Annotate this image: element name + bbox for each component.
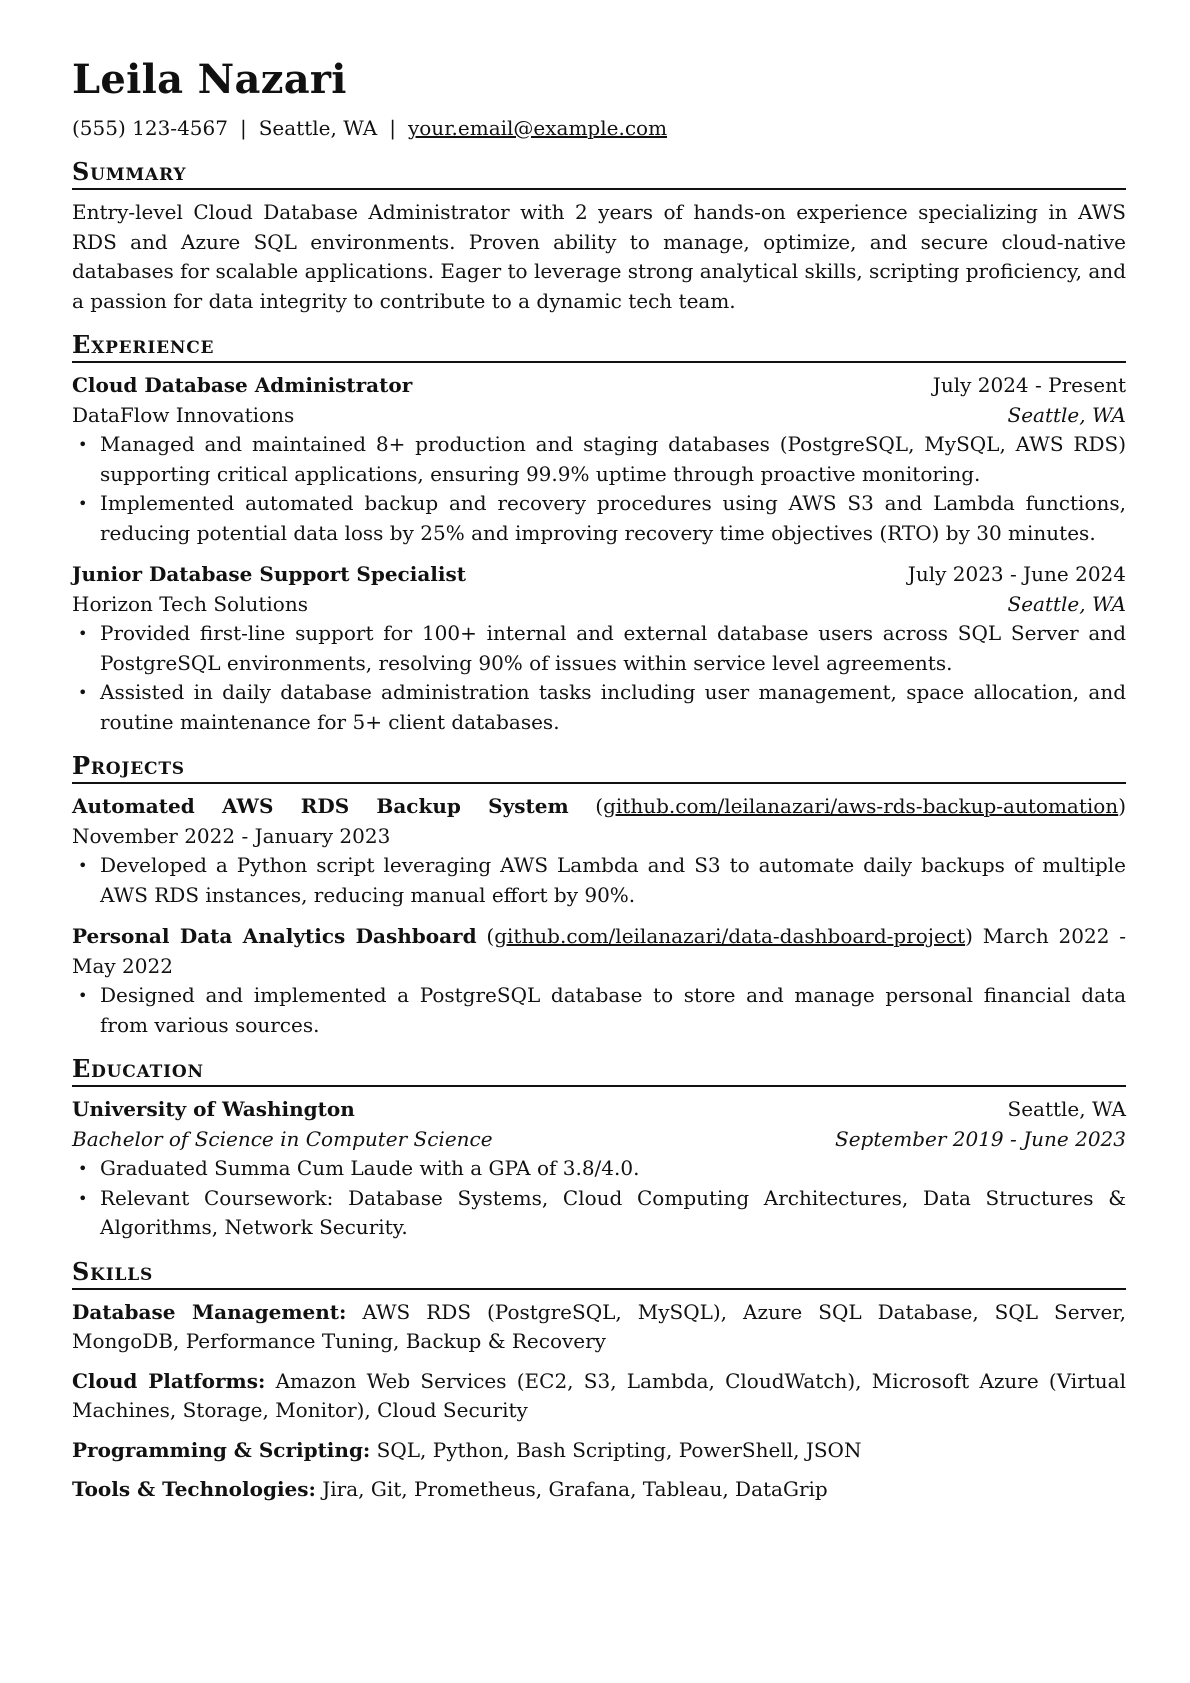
- skill-value: Jira, Git, Prometheus, Grafana, Tableau, DataGrip: [322, 1477, 828, 1501]
- project-dates: November 2022 - January 2023: [72, 823, 391, 848]
- job-dates: July 2024 - Present: [932, 373, 1126, 397]
- skill-label: Database Management:: [72, 1299, 347, 1324]
- school-location: Seattle, WA: [1007, 1097, 1126, 1121]
- projects-section: [72, 751, 1126, 1040]
- section-title-experience: Experience: [72, 330, 1126, 363]
- job-header: [72, 560, 1126, 590]
- job-dates: July 2023 - June 2024: [907, 562, 1126, 586]
- project-name: Automated AWS RDS Backup System: [72, 794, 569, 818]
- skill-value: SQL, Python, Bash Scripting, PowerShell, JSON: [376, 1437, 862, 1462]
- skill-row: [72, 1475, 1126, 1505]
- school-name: University of Washington: [72, 1097, 355, 1121]
- project-name: Personal Data Analytics Dashboard: [72, 924, 477, 948]
- skill-label: Tools & Technologies:: [72, 1477, 316, 1501]
- list-item: • Provided first-line support for 100+ internal and external database users across SQL Server and PostgreSQL environments, resolving 90% of issues within service level agreements.: [100, 619, 1126, 678]
- skill-row: [72, 1298, 1126, 1357]
- project-entry: [72, 922, 1126, 1040]
- job-location: Seattle, WA: [1007, 591, 1126, 616]
- list-item: • Implemented automated backup and recovery procedures using AWS S3 and Lambda functions, reducing potential data loss by 25% and improving recovery time objectives (RTO) by 30 minutes.: [100, 489, 1126, 548]
- list-item: • Assisted in daily database administration tasks including user management, space allocation, and routine maintenance for 5+ client databases.: [100, 678, 1126, 737]
- experience-section: [72, 330, 1126, 737]
- degree-name: Bachelor of Science in Computer Science: [72, 1126, 493, 1151]
- contact-location: Seattle, WA: [258, 116, 378, 140]
- job-company: Horizon Tech Solutions: [72, 591, 308, 616]
- phone-number: (555) 123-4567: [72, 116, 228, 140]
- project-bullets: [72, 981, 1126, 1040]
- job-entry: [72, 371, 1126, 548]
- contact-separator: |: [389, 116, 396, 140]
- list-item: • Relevant Coursework: Database Systems, Cloud Computing Architectures, Data Structures & Algorithms, Network Security.: [100, 1184, 1126, 1243]
- section-title-skills: Skills: [72, 1257, 1126, 1290]
- summary-text: Entry-level Cloud Database Administrator with 2 years of hands-on experience specializing in AWS RDS and Azure SQL environments. Proven ability to manage, optimize, and secure cloud-native databases for scalable applications. Eager to leverage strong analytical skills, scripting proficiency, and a passion for data integrity to contribute to a dynamic tech team.: [72, 200, 1126, 313]
- job-subheader: [72, 401, 1126, 431]
- skill-row: [72, 1436, 1126, 1466]
- project-header: Personal Data Analytics Dashboard (github.com/leilanazari/data-dashboard-project) March 2022 - May 2022: [72, 924, 1126, 978]
- contact-line: [72, 114, 1126, 143]
- list-item: • Managed and maintained 8+ production and staging databases (PostgreSQL, MySQL, AWS RDS) supporting critical applications, ensuring 99.9% uptime through proactive monitoring.: [100, 430, 1126, 489]
- education-subheader: [72, 1125, 1126, 1155]
- job-role: Cloud Database Administrator: [72, 373, 413, 397]
- skill-label: Cloud Platforms:: [72, 1368, 266, 1393]
- email-link[interactable]: your.email@example.com: [407, 116, 668, 140]
- section-title-projects: Projects: [72, 751, 1126, 784]
- list-item: • Designed and implemented a PostgreSQL database to store and manage personal financial data from various sources.: [100, 981, 1126, 1040]
- skill-label: Programming & Scripting:: [72, 1437, 371, 1462]
- education-section: [72, 1054, 1126, 1243]
- job-entry: [72, 560, 1126, 737]
- resume-page: [72, 56, 1126, 1519]
- project-header: Automated AWS RDS Backup System (github.com/leilanazari/aws-rds-backup-automation) November 2022 - January 2023: [72, 794, 1126, 848]
- job-role: Junior Database Support Specialist: [72, 562, 466, 586]
- skills-section: [72, 1257, 1126, 1505]
- job-subheader: [72, 590, 1126, 620]
- summary-section: [72, 157, 1126, 316]
- project-bullets: [72, 851, 1126, 910]
- job-header: [72, 371, 1126, 401]
- section-title-summary: Summary: [72, 157, 1126, 190]
- skill-row: [72, 1367, 1126, 1426]
- list-item: • Graduated Summa Cum Laude with a GPA of 3.8/4.0.: [100, 1154, 1126, 1184]
- project-link[interactable]: github.com/leilanazari/aws-rds-backup-automation: [603, 794, 1119, 818]
- job-bullets: [72, 619, 1126, 737]
- project-dates: March 2022 - May 2022: [72, 924, 1126, 978]
- job-company: DataFlow Innovations: [72, 402, 295, 427]
- project-link[interactable]: github.com/leilanazari/data-dashboard-project: [494, 924, 966, 948]
- job-location: Seattle, WA: [1007, 402, 1126, 427]
- candidate-name: Leila Nazari: [72, 56, 347, 103]
- skill-value: AWS RDS (PostgreSQL, MySQL), Azure SQL Database, SQL Server, MongoDB, Performance Tuning, Backup & Recovery: [72, 1299, 1126, 1353]
- education-header: [72, 1095, 1126, 1125]
- education-dates: September 2019 - June 2023: [835, 1126, 1126, 1151]
- education-bullets: [72, 1154, 1126, 1243]
- section-title-education: Education: [72, 1054, 1126, 1087]
- contact-separator: |: [239, 116, 247, 140]
- skill-value: Amazon Web Services (EC2, S3, Lambda, CloudWatch), Microsoft Azure (Virtual Machines, Storage, Monitor), Cloud Security: [72, 1368, 1127, 1422]
- project-entry: [72, 792, 1126, 910]
- list-item: • Developed a Python script leveraging AWS Lambda and S3 to automate daily backups of multiple AWS RDS instances, reducing manual effort by 90%.: [100, 851, 1126, 910]
- job-bullets: [72, 430, 1126, 548]
